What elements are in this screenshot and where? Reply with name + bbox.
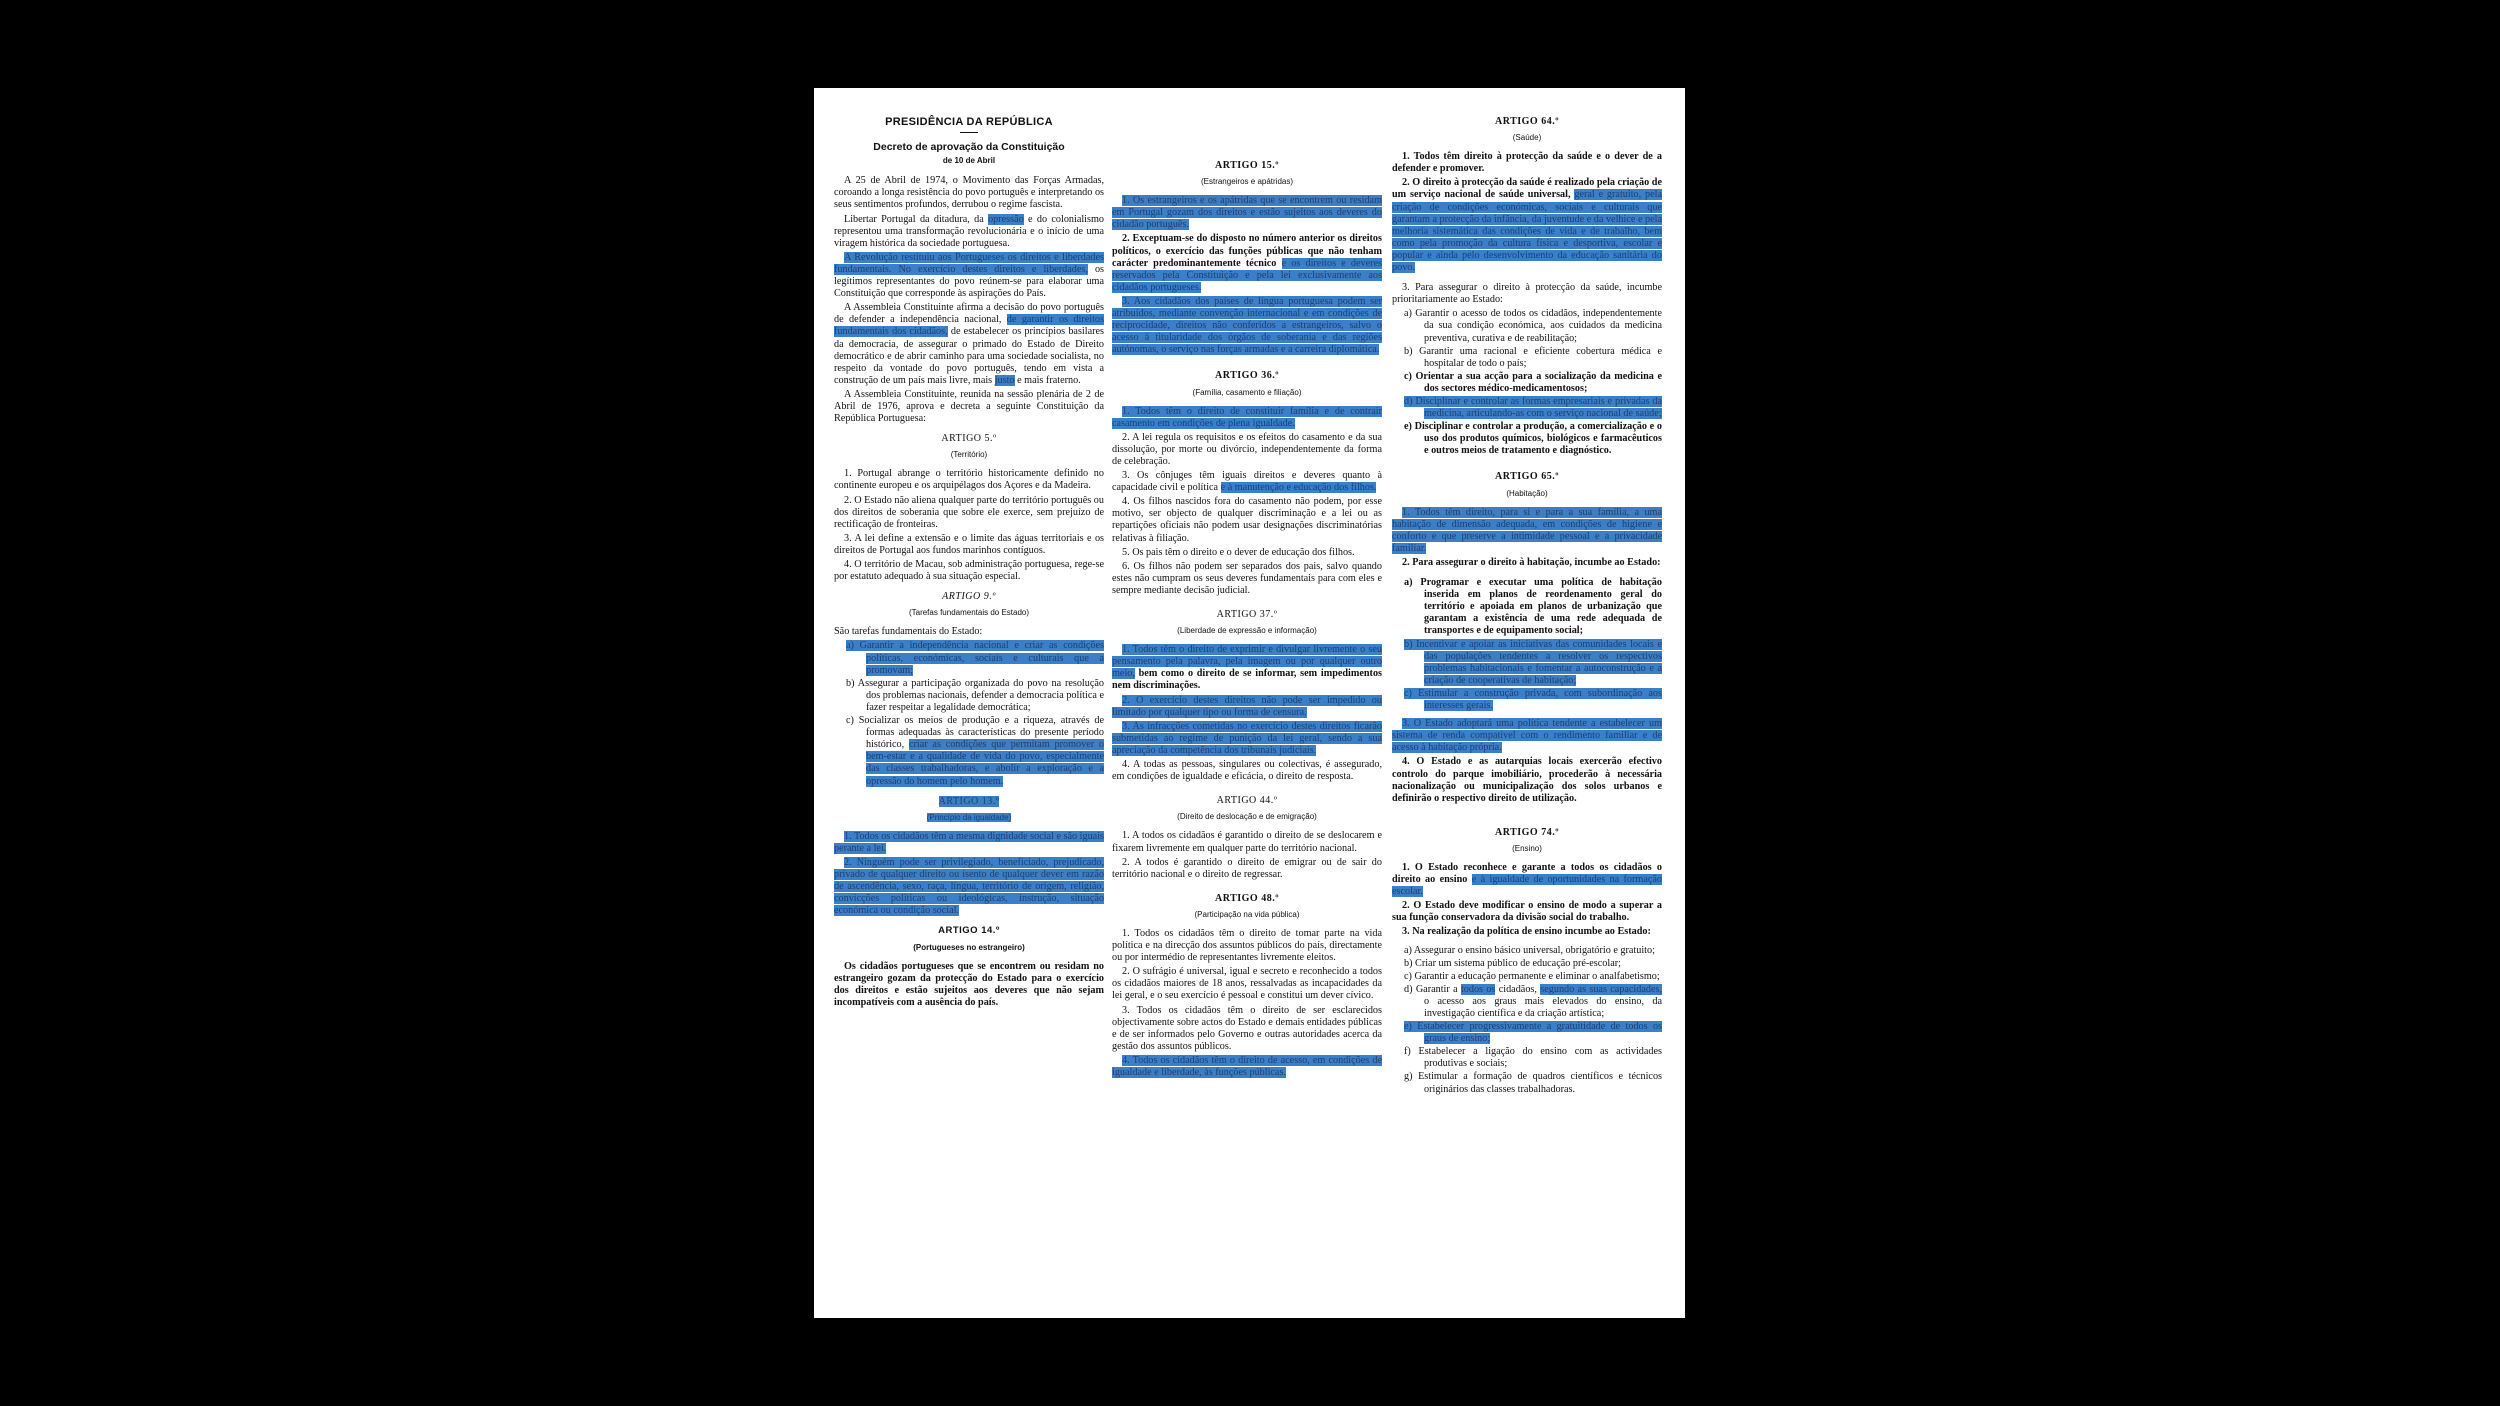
article-subtitle: (Princípio da igualdade) [926,812,1012,822]
article-title: ARTIGO 36.º [1214,370,1279,382]
highlight: e à manutenção e educação dos filhos. [1220,482,1377,494]
article-title: ARTIGO 48.º [1214,892,1279,904]
article-subtitle: (Portugueses no estrangeiro) [913,942,1025,952]
article-clause: 1. Todos têm direito à protecção da saúde e o dever de a defender e promover. [1392,151,1662,175]
article-item: g) Estimular a formação de quadros científicos e técnicos originários das classes trabalhadoras. [1404,1071,1662,1095]
article-clause: 2. A lei regula os requisitos e os efeitos do casamento e da sua dissolução, por morte ou divórcio, independentemente da forma de celebração. [1112,431,1382,467]
article-clause: 1. Portugal abrange o território historicamente definido no continente europeu e os arquipélagos dos Açores e da Madeira. [834,468,1104,492]
article-clause: 1. Todos têm o direito de constituir família e de contrair casamento em condições de plena igualdade. [1112,405,1382,429]
preamble-paragraph: Libertar Portugal da ditadura, da opressão e do colonialismo representou uma transformação revolucionária e o início de uma viragem histórica da sociedade portuguesa. [834,213,1105,249]
article-clause: 3. Todos os cidadãos têm o direito de ser esclarecidos objectivamente sobre actos do Estado e demais entidades públicas e de ser informados pelo Governo e outras autoridades acerca da gestão dos assuntos públicos. [1112,1004,1382,1052]
article-item: b) Assegurar a participação organizada do povo na resolução dos problemas nacionais, defender a democracia política e fazer respeitar a legalidade democrática; [846,677,1104,713]
article-item: c) Socializar os meios de produção e a riqueza, através de formas adequadas às características do presente período histórico, criar as condições que permitam promover o bem-estar e a qualidade de vida do povo, especialmente das classes trabalhadoras, e abolir a exploração e a opressão do homem pelo homem. [846,715,1104,787]
article-clause: 4. Todos os cidadãos têm o direito de acesso, em condições de igualdade e liberdade, às funções públicas. [1112,1054,1382,1078]
article-clause: 4. O território de Macau, sob administração portuguesa, rege-se por estatuto adequado à sua situação especial. [834,559,1104,583]
article-title: ARTIGO 74.º [1494,826,1559,838]
article-subtitle: (Liberdade de expressão e informação) [1177,626,1317,636]
article-subtitle: (Habitação) [1506,488,1548,498]
article-clause: 2. O exercício destes direitos não pode ser impedido ou limitado por qualquer tipo ou forma de censura. [1112,694,1382,718]
article-item: b) Garantir uma racional e eficiente cobertura médica e hospitalar de todo o país; [1404,345,1662,369]
article-clause: 1. Todos os cidadãos têm a mesma dignidade social e são iguais perante a lei. [834,830,1104,854]
header-rule [960,132,978,133]
article-clause: 2. O direito à protecção da saúde é realizado pela criação de um serviço nacional de saúde universal, geral e gratuito, pela criação de condições económicas, sociais e culturais que garantam a protecção da infância, da juventude e da velhice e pela melhoria sistemática das condições de vida e de trabalho, bem como pela promoção da cultura física e desportiva, escolar e popular e ainda pelo desenvolvimento da educação sanitária do povo. [1392,177,1662,274]
article-subtitle: (Ensino) [1512,843,1542,853]
article-title: ARTIGO 14.º [938,925,1000,937]
article-title: ARTIGO 65.º [1494,471,1559,483]
column-1 [834,116,1104,1011]
article-subtitle: (Participação na vida pública) [1194,909,1300,919]
article-item: b) Criar um sistema público de educação pré-escolar; [1404,957,1621,969]
highlight: geral e gratuito, pela criação de condições económicas, sociais e culturais que garantam a protecção da infância, da juventude e da velhice e pela melhoria sistemática das condições de vida e de trabalho, bem como pela promoção da cultura física e desportiva, escolar e popular e ainda pelo desenvolvimento da educação sanitária do povo. [1392,189,1662,274]
article-clause: 2. Exceptuam-se do disposto no número anterior os direitos políticos, o exercício das funções públicas que não tenham carácter predominantemente técnico e os direitos e deveres reservados pela Constituição e pela lei exclusivamente aos cidadãos portugueses. [1112,233,1382,293]
article-clause: 3. Na realização da política de ensino incumbe ao Estado: [1402,926,1651,938]
article-item: a) Programar e executar uma política de habitação inserida em planos de reordenamento geral do território e apoiada em planos de urbanização que garantam a existência de uma rede adequada de transportes e de equipamento social; [1404,577,1662,637]
decree-date: de 10 de Abril [942,156,996,166]
highlight: todos os [1460,983,1496,995]
document-header: PRESIDÊNCIA DA REPÚBLICA [885,116,1053,128]
highlight: criar as condições que permitam promover o bem-estar e a qualidade de vida do povo, especialmente das classes trabalhadoras, e abolir a exploração e a opressão do homem pelo homem. [866,739,1104,787]
article-title: ARTIGO 64.º [1494,116,1559,127]
highlight: segundo as suas capacidades, [1540,983,1662,995]
article-item: c) Estimular a construção privada, com subordinação aos interesses gerais. [1404,687,1662,712]
highlight: de garantir os direitos fundamentais dos cidadãos, [834,314,1104,338]
article-clause: 1. A todos os cidadãos é garantido o direito de se deslocarem e fixarem livremente em qualquer parte do território nacional. [1112,830,1382,854]
article-subtitle: (Saúde) [1512,133,1542,143]
article-clause: 4. Os filhos nascidos fora do casamento não podem, por esse motivo, ser objecto de qualquer discriminação e a lei ou as repartições oficiais não podem usar designações discriminatórias relativas à filiação. [1112,496,1382,544]
article-item: e) Estabelecer progressivamente a gratuitidade de todos os graus de ensino; [1404,1021,1662,1045]
highlight: opressão [988,213,1024,225]
article-item: f) Estabelecer a ligação do ensino com as actividades produtivas e sociais; [1404,1046,1662,1070]
document-page [814,88,1685,1318]
article-item: a) Garantir o acesso de todos os cidadãos, independentemente da sua condição económica, aos cuidados da medicina preventiva, curativa e de reabilitação; [1404,308,1662,344]
article-item: d) Garantir a todos os cidadãos, segundo as suas capacidades, o acesso aos graus mais elevados do ensino, da investigação científica e da criação artística; [1404,983,1662,1019]
article-clause: 1. O Estado reconhece e garante a todos os cidadãos o direito ao ensino e à igualdade de oportunidades na formação escolar. [1392,861,1662,898]
article-item: e) Disciplinar e controlar a produção, a comercialização e o uso dos produtos químicos, biológicos e farmacêuticos e outros meios de tratamento e diagnóstico. [1404,421,1662,457]
article-subtitle: (Território) [950,450,988,460]
article-clause: 3. As infracções cometidas no exercício destes direitos ficarão submetidas ao regime de punição da lei geral, sendo a sua apreciação da competência dos tribunais judiciais. [1112,720,1382,756]
article-clause: 2. O Estado não aliena qualquer parte do território português ou dos direitos de soberania que sobre ele exerce, sem prejuízo de rectificação de fronteiras. [834,494,1104,530]
decree-title: Decreto de aprovação da Constituição [873,141,1065,154]
article-clause: 4. O Estado e as autarquias locais exercerão efectivo controlo do parque imobiliário, procederão à necessária nacionalização ou municipalização dos solos urbanos e definirão o respectivo direito de utilização. [1392,756,1662,804]
highlight: e os direitos e deveres reservados pela Constituição e pela lei exclusivamente aos cidadãos portugueses. [1112,257,1382,293]
preamble-paragraph: A Assembleia Constituinte, reunida na sessão plenária de 2 de Abril de 1976, aprova e decreta a seguinte Constituição da República Portuguesa: [834,388,1104,425]
article-clause: 3. Para assegurar o direito à protecção da saúde, incumbe prioritariamente ao Estado: [1392,282,1662,306]
preamble-paragraph: A Assembleia Constituinte afirma a decisão do povo português de defender a independência nacional, de garantir os direitos fundamentais dos cidadãos, de estabelecer os princípios basilares da democracia, de assegurar o primado do Estado de Direito democrático e de abrir caminho para uma sociedade socialista, no respeito da vontade do povo português, tendo em vista a construção de um país mais livre, mais justo e mais fraterno. [834,302,1104,386]
article-clause: Os cidadãos portugueses que se encontrem ou residam no estrangeiro gozam da protecção do Estado para o exercício dos direitos e estão sujeitos aos deveres que não sejam incompatíveis com a ausência do país. [834,960,1104,1008]
article-title: ARTIGO 37.º [1216,609,1278,620]
column-2 [1112,152,1382,1081]
article-item: c) Garantir a educação permanente e eliminar o analfabetismo; [1404,970,1660,982]
highlight: justo [994,374,1015,386]
article-clause: São tarefas fundamentais do Estado: [834,626,983,638]
article-clause: 3. A lei define a extensão e o limite das águas territoriais e os direitos de Portugal aos fundos marinhos contíguos. [834,532,1104,556]
article-clause: 2. Para assegurar o direito à habitação, incumbe ao Estado: [1402,557,1661,568]
article-title: ARTIGO 13.º [938,795,1000,807]
column-3 [1392,116,1662,1097]
article-item: b) Incentivar e apoiar as iniciativas das comunidades locais e das populações tendentes a resolver os respectivos problemas habitacionais e fomentar a autoconstrução e a criação de cooperativas de habitação; [1404,638,1662,686]
preamble-paragraph: A 25 de Abril de 1974, o Movimento das Forças Armadas, coroando a longa resistência do povo português e interpretando os seus sentimentos profundos, derrubou o regime fascista. [834,175,1104,211]
article-subtitle: (Tarefas fundamentais do Estado) [908,608,1030,618]
article-subtitle: (Estrangeiros e apátridas) [1200,177,1294,187]
article-clause: 2. A todos é garantido o direito de emigrar ou de sair do território nacional e o direito de regressar. [1112,856,1382,880]
article-clause: 1. Todos os cidadãos têm o direito de tomar parte na vida política e na direcção dos assuntos públicos do país, directamente ou por intermédio de representantes livremente eleitos. [1112,927,1382,964]
article-clause: 3. O Estado adoptará uma política tendente a estabelecer um sistema de renda compatível com o rendimento familiar e de acesso à habitação própria. [1392,718,1662,754]
article-clause: 2. O Estado deve modificar o ensino de modo a superar a sua função conservadora da divisão social do trabalho. [1392,900,1662,924]
article-title: ARTIGO 15.º [1214,160,1279,171]
article-clause: 2. O sufrágio é universal, igual e secreto e reconhecido a todos os cidadãos maiores de 18 anos, ressalvadas as incapacidades da lei geral, e o seu exercício é pessoal e constitui um dever cívico. [1112,966,1382,1002]
article-clause: 4. A todas as pessoas, singulares ou colectivas, é assegurado, em condições de igualdade e eficácia, o direito de resposta. [1112,759,1382,783]
article-subtitle: (Direito de deslocação e de emigração) [1177,812,1317,822]
highlight: e à igualdade de oportunidades na formação escolar. [1392,874,1662,898]
article-clause: 3. Os cônjuges têm iguais direitos e deveres quanto à capacidade civil e política e à manutenção e educação dos filhos. [1112,470,1382,494]
article-item: c) Orientar a sua acção para a socialização da medicina e dos sectores médico-medicamentosos; [1404,370,1662,394]
highlight: A Revolução restituiu aos Portugueses os direitos e liberdades fundamentais. No exercício destes direitos e liberdades, [834,251,1104,275]
article-item: a) Assegurar o ensino básico universal, obrigatório e gratuito; [1404,944,1655,956]
article-title: ARTIGO 44.º [1216,795,1278,807]
article-title: ARTIGO 5.º [941,433,997,445]
article-clause: 1. Os estrangeiros e os apátridas que se encontrem ou residam em Portugal gozam dos direitos e estão sujeitos aos deveres do cidadão português. [1112,195,1382,231]
article-subtitle: (Família, casamento e filiação) [1192,387,1302,397]
article-clause: 5. Os pais têm o direito e o dever de educação dos filhos. [1122,546,1355,558]
article-item: d) Disciplinar e controlar as formas empresariais e privadas da medicina, articulando-as com o serviço nacional de saúde; [1404,395,1662,420]
article-clause: 3. Aos cidadãos dos países de língua portuguesa podem ser atribuídos, mediante convenção internacional e em condições de reciprocidade, direitos não conferidos a estrangeiros, salvo o acesso à titularidade dos órgãos de soberania e das regiões autónomas, o serviço nas forças armadas e a carreira diplomática. [1112,295,1382,356]
preamble-paragraph: A Revolução restituiu aos Portugueses os direitos e liberdades fundamentais. No exercício destes direitos e liberdades, os legítimos representantes do povo reúnem-se para elaborar uma Constituição que corresponde às aspirações do País. [834,251,1104,300]
article-title: ARTIGO 9.º [942,591,996,603]
article-clause: 1. Todos têm o direito de exprimir e divulgar livremente o seu pensamento pela palavra, pela imagem ou por qualquer outro meio, bem como o direito de se informar, sem impedimentos nem discriminações. [1112,644,1382,692]
article-clause: 2. Ninguém pode ser privilegiado, beneficiado, prejudicado, privado de qualquer direito ou isento de qualquer dever em razão de ascendência, sexo, raça, língua, território de origem, religião, convicções políticas ou ideológicas, instrução, situação económica ou condição social. [834,856,1104,917]
article-clause: 1. Todos têm direito, para si e para a sua família, a uma habitação de dimensão adequada, em condições de higiene e conforto e que preserve a intimidade pessoal e a privacidade familiar. [1392,506,1662,554]
article-clause: 6. Os filhos não podem ser separados dos pais, salvo quando estes não cumpram os seus deveres fundamentais para com eles e sempre mediante decisão judicial. [1112,560,1382,596]
article-item: a) Garantir a independência nacional e criar as condições políticas, económicas, sociais e culturais que a promovam; [846,640,1104,676]
